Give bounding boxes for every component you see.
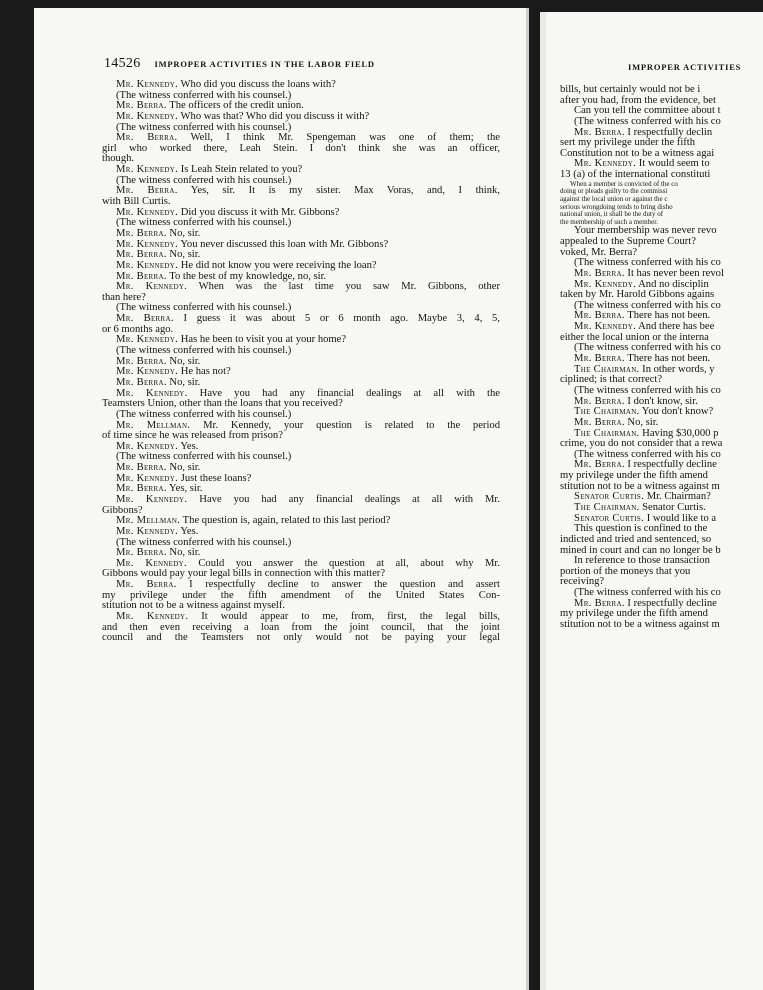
line-text: When a member is convicted of the co bbox=[570, 179, 678, 188]
left-body-text bbox=[102, 80, 500, 644]
line-text: Could you answer the question at all, about why Mr. bbox=[186, 557, 500, 569]
speaker-name: Mr. Berra. bbox=[574, 597, 625, 609]
line-text: It would seem to bbox=[636, 158, 710, 170]
line-text: (The witness conferred with his co bbox=[574, 115, 721, 127]
line-text: my privilege under the fifth amend bbox=[560, 608, 708, 620]
speaker-name: Mr. Kennedy. bbox=[116, 557, 187, 569]
line-text: Having $30,000 p bbox=[639, 427, 719, 439]
line-text: It would appear to me, from, first, the legal bills, bbox=[188, 611, 500, 623]
line-text: The question is, again, related to this last period? bbox=[180, 515, 391, 527]
speaker-name: Mr. Berra. bbox=[116, 100, 167, 112]
speaker-name: Mr. Berra. bbox=[116, 132, 178, 144]
running-head-title: IMPROPER ACTIVITIES IN THE LABOR FIELD bbox=[154, 59, 375, 69]
page-number: 14526 bbox=[104, 56, 141, 71]
line-text: 13 (a) of the international constituti bbox=[560, 169, 711, 181]
line-text: girl who worked there, Leah Stein. I don't think she was an officer, bbox=[102, 142, 500, 154]
line-text: Mr. Kennedy, your question is related to the period bbox=[190, 419, 500, 431]
line-text: No, sir. bbox=[166, 462, 201, 474]
line-text: Did you discuss it with Mr. Gibbons? bbox=[178, 206, 340, 218]
line-text: Have you had any financial dealings at all with the bbox=[187, 387, 500, 399]
line-text: appealed to the Supreme Court? bbox=[560, 235, 696, 247]
line-text: I respectfully declin bbox=[624, 126, 713, 138]
speaker-name: Mr. Kennedy. bbox=[116, 493, 188, 505]
speaker-name: The Chairman. bbox=[574, 363, 640, 375]
speaker-name: Mr. Berra. bbox=[574, 395, 625, 407]
speaker-name: Mr. Berra. bbox=[116, 185, 178, 197]
speaker-name: The Chairman. bbox=[574, 501, 640, 513]
line-text: serious wrongdoing tends to bring disho bbox=[560, 202, 673, 211]
line-text: He did not know you were receiving the loan? bbox=[178, 259, 377, 271]
speaker-name: Mr. Berra. bbox=[116, 313, 174, 325]
line-text: against the local union or against the c bbox=[560, 194, 668, 203]
line-text: You don't know? bbox=[639, 406, 714, 418]
line-text: Mr. Chairman? bbox=[644, 491, 711, 503]
line-text: Has he been to visit you at your home? bbox=[178, 334, 347, 346]
line-text: and then even receiving a loan from the joint council, that the joint bbox=[102, 621, 500, 633]
line-text: the membership of such a member. bbox=[560, 217, 658, 226]
line-text: He has not? bbox=[178, 366, 231, 378]
line-text: taken by Mr. Harold Gibbons agains bbox=[560, 289, 715, 301]
line-text: either the local union or the interna bbox=[560, 331, 709, 343]
line-text: (The witness conferred with his co bbox=[574, 299, 721, 311]
speaker-name: Mr. Berra. bbox=[116, 249, 167, 261]
speaker-name: Mr. Kennedy. bbox=[116, 387, 188, 399]
line-text: portion of the moneys that you bbox=[560, 565, 691, 577]
line-text: bills, but certainly would not be i bbox=[560, 84, 701, 95]
line-text: Can you tell the committee about t bbox=[574, 105, 721, 117]
line-text: No, sir. bbox=[166, 249, 201, 261]
right-body-text bbox=[560, 85, 763, 631]
speaker-name: Mr. Berra. bbox=[116, 355, 167, 367]
speaker-name: Mr. Kennedy. bbox=[574, 158, 637, 170]
speaker-name: Mr. Berra. bbox=[574, 459, 625, 471]
line-text: When was the last time you saw Mr. Gibbons, other bbox=[187, 281, 500, 293]
line-text: Constitution not to be a witness agai bbox=[560, 147, 715, 159]
left-page bbox=[34, 8, 529, 990]
text-line bbox=[102, 282, 500, 293]
speaker-name: Mr. Berra. bbox=[574, 267, 625, 279]
line-text: Yes. bbox=[178, 525, 199, 537]
speaker-name: Mr. Berra. bbox=[574, 126, 625, 138]
line-text: Have you had any financial dealings at all with Mr. bbox=[187, 493, 501, 505]
line-text: Who was that? Who did you discuss it with? bbox=[178, 110, 370, 122]
line-text: No, sir. bbox=[166, 547, 201, 559]
line-text: receiving? bbox=[560, 576, 605, 588]
line-text: (The witness conferred with his counsel.) bbox=[116, 345, 292, 357]
speaker-name: Mr. Berra. bbox=[574, 310, 625, 322]
right-running-head: IMPROPER ACTIVITIES bbox=[628, 62, 742, 72]
line-text: Your membership was never revo bbox=[574, 225, 717, 237]
line-text: council and the Teamsters not only would not be paying your legal bbox=[102, 632, 500, 644]
line-text: (The witness conferred with his co bbox=[574, 448, 721, 460]
line-text: though. bbox=[102, 153, 135, 165]
text-line bbox=[102, 495, 500, 506]
speaker-name: Mr. Kennedy. bbox=[116, 472, 179, 484]
line-text: Gibbons? bbox=[102, 504, 143, 516]
speaker-name: Mr. Kennedy. bbox=[116, 206, 179, 218]
line-text: my privilege under the fifth amend bbox=[560, 470, 708, 482]
line-text: No, sir. bbox=[166, 227, 201, 239]
line-text: sert my privilege under the fifth bbox=[560, 137, 696, 149]
line-text: Yes, sir. bbox=[166, 483, 203, 495]
line-text: There has not been. bbox=[624, 310, 711, 322]
line-text: Who did you discuss the loans with? bbox=[178, 79, 336, 90]
line-text: (The witness conferred with his counsel.) bbox=[116, 89, 292, 101]
text-line bbox=[560, 620, 763, 631]
line-text: voked, Mr. Berra? bbox=[560, 246, 638, 258]
line-text: I guess it was about 5 or 6 month ago. Maybe 3, 4, 5, bbox=[173, 313, 500, 325]
line-text: No, sir. bbox=[166, 376, 201, 388]
line-text: (The witness conferred with his co bbox=[574, 384, 721, 396]
line-text: Is Leah Stein related to you? bbox=[178, 164, 303, 176]
line-text: than here? bbox=[102, 291, 146, 303]
line-text: after you had, from the evidence, bet bbox=[560, 94, 716, 106]
speaker-name: Mr. Kennedy. bbox=[116, 334, 179, 346]
line-text: mined in court and can no longer be b bbox=[560, 544, 721, 556]
line-text: (The witness conferred with his counsel.) bbox=[116, 451, 292, 463]
speaker-name: Mr. Berra. bbox=[116, 483, 167, 495]
line-text: I respectfully decline to answer the question and assert bbox=[176, 579, 500, 591]
line-text: (The witness conferred with his counsel.) bbox=[116, 408, 292, 420]
line-text: And there has bee bbox=[636, 321, 715, 333]
speaker-name: Mr. Kennedy. bbox=[116, 79, 179, 90]
speaker-name: Mr. Kennedy. bbox=[116, 110, 179, 122]
speaker-name: Mr. Kennedy. bbox=[116, 238, 179, 250]
line-text: national union, it shall be the duty of bbox=[560, 210, 664, 219]
line-text: (The witness conferred with his counsel.) bbox=[116, 174, 292, 186]
left-running-head bbox=[104, 54, 375, 72]
text-line bbox=[102, 633, 500, 644]
speaker-name: Mr. Berra. bbox=[116, 579, 177, 591]
speaker-name: Senator Curtis. bbox=[574, 512, 645, 524]
line-text: I don't know, sir. bbox=[624, 395, 698, 407]
speaker-name: Mr. Kennedy. bbox=[574, 321, 637, 333]
speaker-name: The Chairman. bbox=[574, 406, 640, 418]
line-text: I respectfully decline bbox=[624, 459, 717, 471]
line-text: (The witness conferred with his co bbox=[574, 587, 721, 599]
speaker-name: Mr. Kennedy. bbox=[116, 611, 189, 623]
line-text: stitution not to be a witness against m bbox=[560, 480, 720, 492]
line-text: And no disciplin bbox=[636, 278, 709, 290]
speaker-name: Senator Curtis. bbox=[574, 491, 645, 503]
speaker-name: Mr. Kennedy. bbox=[116, 366, 179, 378]
line-text: No, sir. bbox=[166, 355, 201, 367]
line-text: Senator Curtis. bbox=[639, 501, 706, 513]
page-gutter-shadow bbox=[540, 12, 546, 990]
speaker-name: Mr. Kennedy. bbox=[116, 164, 179, 176]
line-text: crime, you do not consider that a rewa bbox=[560, 438, 723, 450]
line-text: Gibbons would pay your legal bills in connection with this matter? bbox=[102, 568, 386, 580]
line-text: (The witness conferred with his counsel.) bbox=[116, 217, 292, 229]
line-text: Just these loans? bbox=[178, 472, 252, 484]
line-text: To the best of my knowledge, no, sir. bbox=[166, 270, 327, 282]
speaker-name: Mr. Berra. bbox=[574, 353, 625, 365]
line-text: In reference to those transaction bbox=[574, 555, 710, 567]
speaker-name: Mr. Mellman. bbox=[116, 515, 181, 527]
line-text: (The witness conferred with his counsel.) bbox=[116, 302, 292, 314]
speaker-name: Mr. Berra. bbox=[116, 547, 167, 559]
speaker-name: The Chairman. bbox=[574, 427, 640, 439]
line-text: indicted and tried and sentenced, so bbox=[560, 533, 712, 545]
line-text: There has not been. bbox=[624, 353, 711, 365]
line-text: I would like to a bbox=[644, 512, 717, 524]
speaker-name: Mr. Berra. bbox=[116, 376, 167, 388]
line-text: Yes, sir. It is my sister. Max Voras, and, I think, bbox=[177, 185, 500, 197]
line-text: stitution not to be a witness against myself. bbox=[102, 600, 286, 612]
speaker-name: Mr. Kennedy. bbox=[116, 281, 188, 293]
line-text: stitution not to be a witness against m bbox=[560, 619, 720, 631]
line-text: or 6 months ago. bbox=[102, 323, 174, 335]
speaker-name: Mr. Berra. bbox=[116, 227, 167, 239]
speaker-name: Mr. Kennedy. bbox=[574, 278, 637, 290]
line-text: ciplined; is that correct? bbox=[560, 374, 663, 386]
line-text: This question is confined to the bbox=[574, 523, 708, 535]
speaker-name: Mr. Mellman. bbox=[116, 419, 191, 431]
line-text: (The witness conferred with his co bbox=[574, 257, 721, 269]
speaker-name: Mr. Kennedy. bbox=[116, 259, 179, 271]
line-text: You never discussed this loan with Mr. Gibbons? bbox=[178, 238, 389, 250]
line-text: No, sir. bbox=[624, 416, 659, 428]
text-line bbox=[102, 144, 500, 155]
line-text: doing or pleads guilty to the commissi bbox=[560, 187, 668, 196]
line-text: Yes. bbox=[178, 440, 199, 452]
line-text: In other words, y bbox=[639, 363, 715, 375]
speaker-name: Mr. Kennedy. bbox=[116, 440, 179, 452]
speaker-name: Mr. Kennedy. bbox=[116, 525, 179, 537]
speaker-name: Mr. Berra. bbox=[116, 270, 167, 282]
line-text: of time since he was released from prison? bbox=[102, 430, 283, 442]
line-text: (The witness conferred with his counsel.) bbox=[116, 121, 292, 133]
speaker-name: Mr. Berra. bbox=[116, 462, 167, 474]
line-text: Teamsters Union, other than the loans that you received? bbox=[102, 398, 343, 410]
line-text: my privilege under the fifth amendment of the United States Con- bbox=[102, 589, 500, 601]
right-page bbox=[540, 12, 763, 990]
line-text: I respectfully decline bbox=[624, 597, 717, 609]
line-text: (The witness conferred with his counsel.) bbox=[116, 536, 292, 548]
line-text: It has never been revol bbox=[624, 267, 724, 279]
line-text: Well, I think Mr. Spengeman was one of them; the bbox=[177, 132, 500, 144]
speaker-name: Mr. Berra. bbox=[574, 416, 625, 428]
line-text: with Bill Curtis. bbox=[102, 196, 171, 208]
line-text: The officers of the credit union. bbox=[166, 100, 304, 112]
line-text: (The witness conferred with his co bbox=[574, 342, 721, 354]
